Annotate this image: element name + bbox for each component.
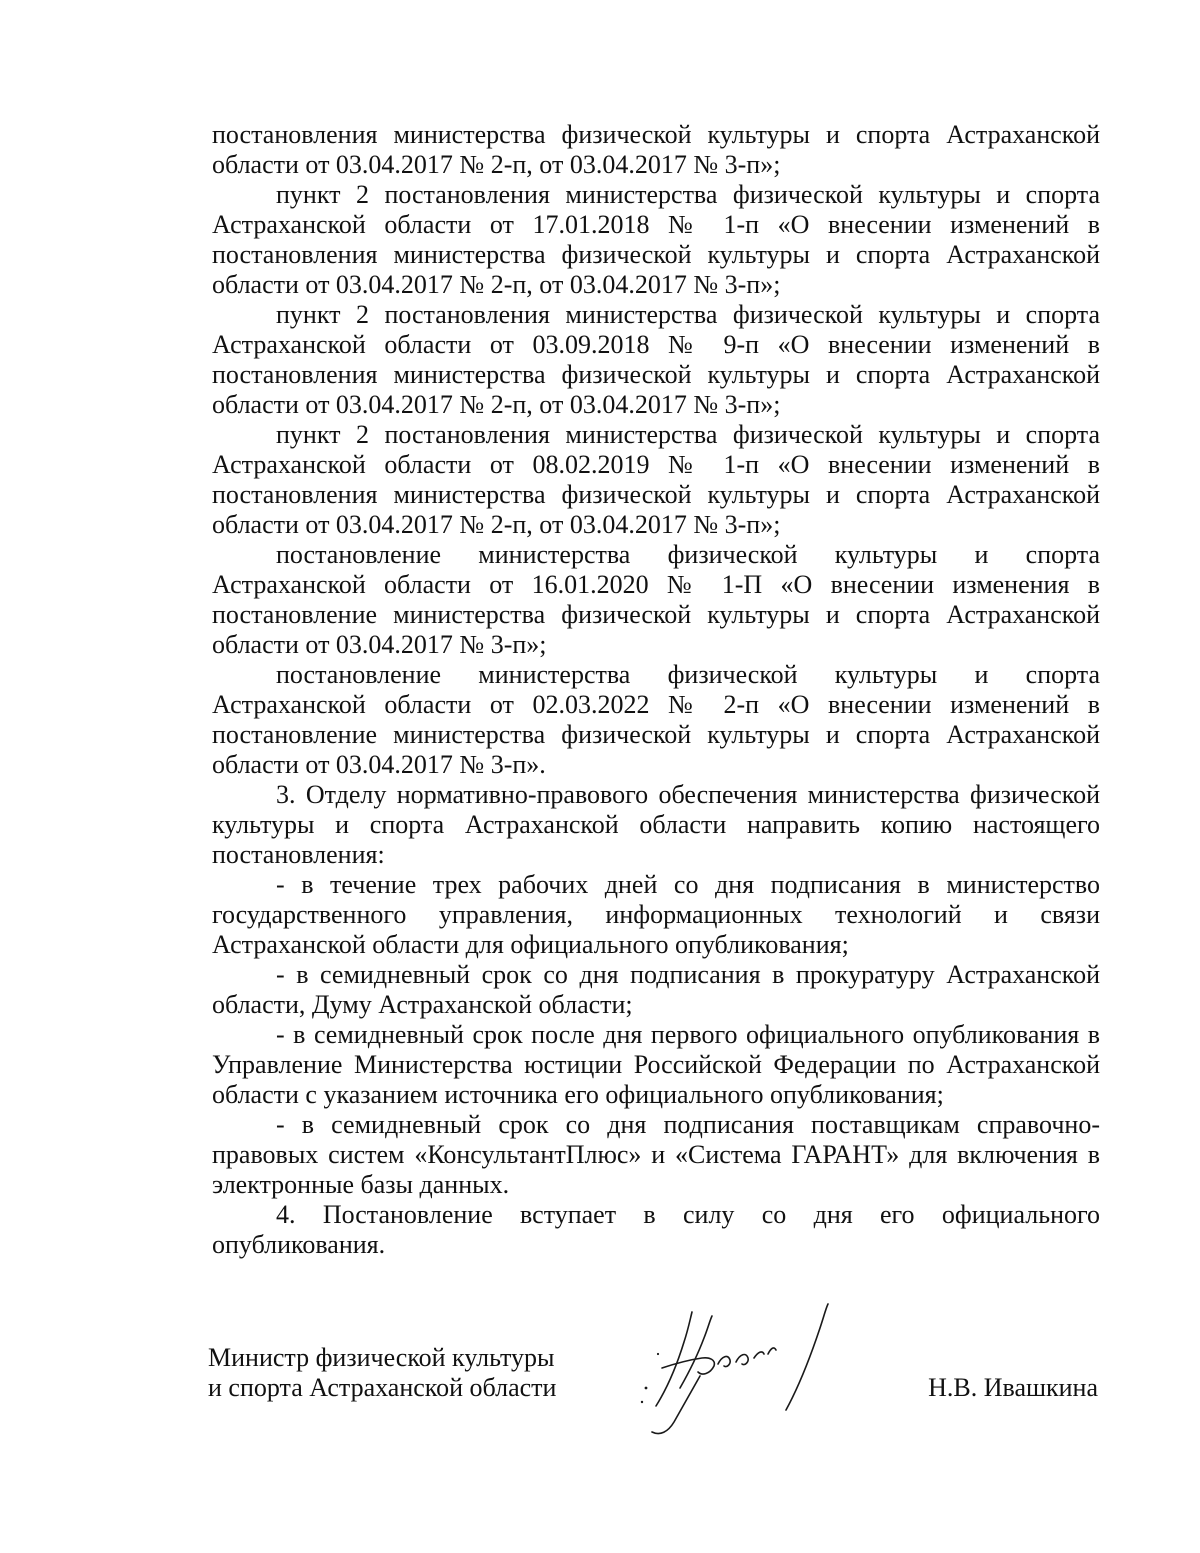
paragraph-item-3-bullet-2: - в семидневный срок со дня подписания в прокуратуру Астраханской области, Думу Астраханской области; — [212, 960, 1100, 1019]
paragraph-continuation: постановления министерства физической культуры и спорта Астраханской области от 03.04.2017 № 2-п, от 03.04.2017 № 3-п»; — [212, 120, 1100, 179]
paragraph-clause-2019-02: пункт 2 постановления министерства физической культуры и спорта Астраханской области от 08.02.2019 № 1-п «О внесении изменений в постановления министерства физической культуры и спорта Астраханской области от 03.04.2017 № 2-п, от 03.04.2017 № 3-п»; — [212, 420, 1100, 539]
paragraph-item-3: 3. Отделу нормативно-правового обеспечения министерства физической культуры и спорта Астраханской области направить копию настоящего постановления: — [212, 780, 1100, 869]
signatory-name: Н.В. Ивашкина — [928, 1373, 1098, 1402]
signature-stroke-7 — [768, 1348, 776, 1354]
signatory-title-line-2: и спорта Астраханской области — [208, 1373, 557, 1402]
paragraph-resolution-2020: постановление министерства физической культуры и спорта Астраханской области от 16.01.2020 № 1-П «О внесении изменения в постановление министерства физической культуры и спорта Астраханской области от 03.04.2017 № 3-п»; — [212, 540, 1100, 659]
signature-dot-1 — [645, 1387, 648, 1390]
paragraph-item-4: 4. Постановление вступает в силу со дня его официального опубликования. — [212, 1200, 1100, 1259]
paragraph-item-3-bullet-4: - в семидневный срок со дня подписания поставщикам справочно-правовых систем «КонсультантПлюс» и «Система ГАРАНТ» для включения в электронные базы данных. — [212, 1110, 1100, 1199]
document-body — [212, 120, 1100, 1260]
paragraph-clause-2018-01: пункт 2 постановления министерства физической культуры и спорта Астраханской области от 17.01.2018 № 1-п «О внесении изменений в постановления министерства физической культуры и спорта Астраханской области от 03.04.2017 № 2-п, от 03.04.2017 № 3-п»; — [212, 180, 1100, 299]
signature-dot-3 — [657, 1353, 659, 1355]
paragraph-clause-2018-09: пункт 2 постановления министерства физической культуры и спорта Астраханской области от 03.09.2018 № 9-п «О внесении изменений в постановления министерства физической культуры и спорта Астраханской области от 03.04.2017 № 2-п, от 03.04.2017 № 3-п»; — [212, 300, 1100, 419]
signature-stroke-1 — [656, 1312, 692, 1406]
paragraph-resolution-2022: постановление министерства физической культуры и спорта Астраханской области от 02.03.2022 № 2-п «О внесении изменений в постановление министерства физической культуры и спорта Астраханской области от 03.04.2017 № 3-п». — [212, 660, 1100, 779]
signature-block — [208, 1343, 1100, 1483]
paragraph-item-3-bullet-1: - в течение трех рабочих дней со дня подписания в министерство государственного управления, информационных технологий и связи Астраханской области для официального опубликования; — [212, 870, 1100, 959]
signature-stroke-5 — [736, 1355, 748, 1365]
handwritten-signature — [618, 1298, 838, 1448]
signature-stroke-2 — [680, 1316, 712, 1388]
signature-stroke-9 — [652, 1376, 700, 1434]
signatory-title — [208, 1343, 588, 1403]
signatory-title-line-1: Министр физической культуры — [208, 1343, 555, 1372]
signature-dot-2 — [641, 1401, 643, 1403]
signature-stroke-8 — [786, 1304, 828, 1410]
signature-stroke-4 — [718, 1357, 730, 1367]
signature-stroke-6 — [754, 1352, 764, 1358]
paragraph-item-3-bullet-3: - в семидневный срок после дня первого официального опубликования в Управление Министерства юстиции Российской Федерации по Астраханской области с указанием источника его официального опубликования; — [212, 1020, 1100, 1109]
